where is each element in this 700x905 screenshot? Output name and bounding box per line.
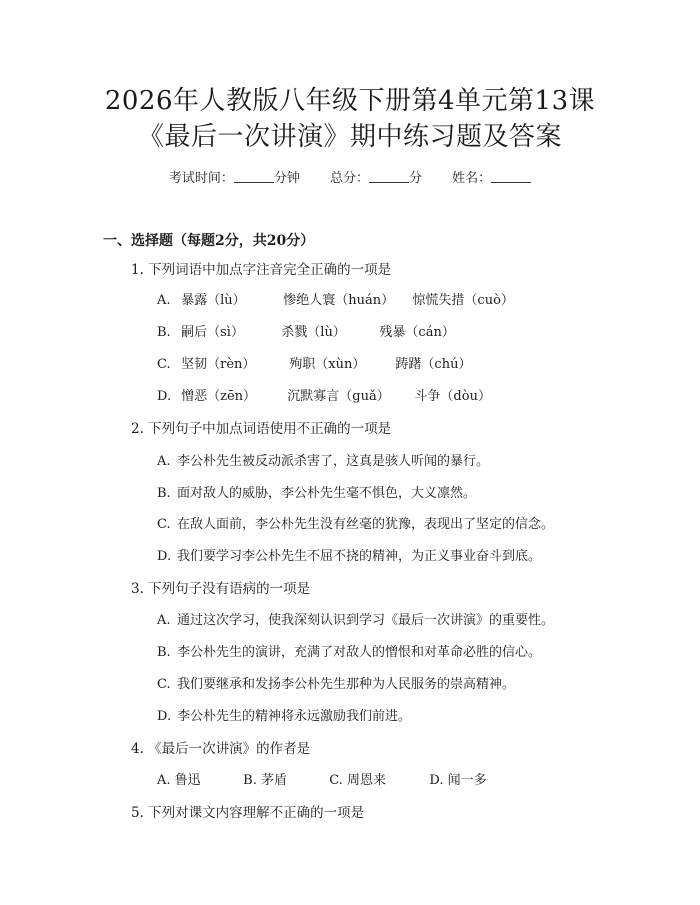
question-1-option-c: C. 坚韧（rèn） 殉职（xùn） 踌躇（chú） [157, 357, 472, 372]
question-2-option-a: A. 李公朴先生被反动派杀害了，这真是骇人听闻的暴行。 [157, 454, 490, 469]
question-3-option-a: A. 通过这次学习，使我深刻认识到学习《最后一次讲演》的重要性。 [157, 613, 555, 628]
question-2-option-d: D. 我们要学习李公朴先生不屈不挠的精神，为正义事业奋斗到底。 [157, 549, 542, 564]
question-1-stem: 1. 下列词语中加点字注音完全正确的一项是 [131, 262, 392, 278]
score-label: 总分： [329, 171, 369, 186]
exam-info [0, 170, 700, 188]
question-3-option-c: C. 我们要继承和发扬李公朴先生那种为人民服务的崇高精神。 [157, 677, 516, 692]
question-4-stem: 4. 《最后一次讲演》的作者是 [131, 741, 311, 757]
name-blank [491, 170, 531, 183]
question-1-option-b: B. 嗣后（sì） 杀戮（lù） 残暴（cán） [157, 325, 455, 340]
question-3-option-d: D. 李公朴先生的精神将永远激励我们前进。 [157, 709, 412, 724]
question-4-option-d: D. 闻一多 [429, 773, 487, 788]
score-unit: 分 [409, 171, 423, 186]
question-4-options [157, 772, 487, 790]
title-line-1: 2026年人教版八年级下册第4单元第13课 [104, 86, 596, 116]
name-label: 姓名： [452, 171, 492, 186]
question-5-stem: 5. 下列对课文内容理解不正确的一项是 [131, 805, 365, 821]
question-2-stem: 2. 下列句子中加点词语使用不正确的一项是 [131, 421, 392, 437]
time-blank [234, 170, 274, 183]
question-4-option-c: C. 周恩来 [329, 773, 387, 788]
time-unit: 分钟 [273, 171, 300, 186]
question-3-stem: 3. 下列句子没有语病的一项是 [131, 581, 311, 597]
question-3-option-b: B. 李公朴先生的演讲，充满了对敌人的憎恨和对革命必胜的信心。 [157, 645, 542, 660]
question-1-option-d: D. 憎恶（zēn） 沉默寡言（guǎ） 斗争（dòu） [157, 389, 491, 404]
question-2-option-c: C. 在敌人面前，李公朴先生没有丝毫的犹豫，表现出了坚定的信念。 [157, 517, 555, 532]
section-heading: 一、选择题（每题2分，共20分） [103, 233, 315, 249]
question-4-option-a: A. 鲁迅 [157, 773, 201, 788]
question-1-option-a: A. 暴露（lù） 惨绝人寰（huán） 惊慌失措（cuò） [157, 293, 514, 308]
question-2-option-b: B. 面对敌人的威胁，李公朴先生毫不惧色，大义凛然。 [157, 486, 477, 501]
time-label: 考试时间： [168, 171, 234, 186]
question-4-option-b: B. 茅盾 [243, 773, 287, 788]
title-line-2: 《最后一次讲演》期中练习题及答案 [137, 122, 562, 152]
score-blank [369, 170, 409, 183]
